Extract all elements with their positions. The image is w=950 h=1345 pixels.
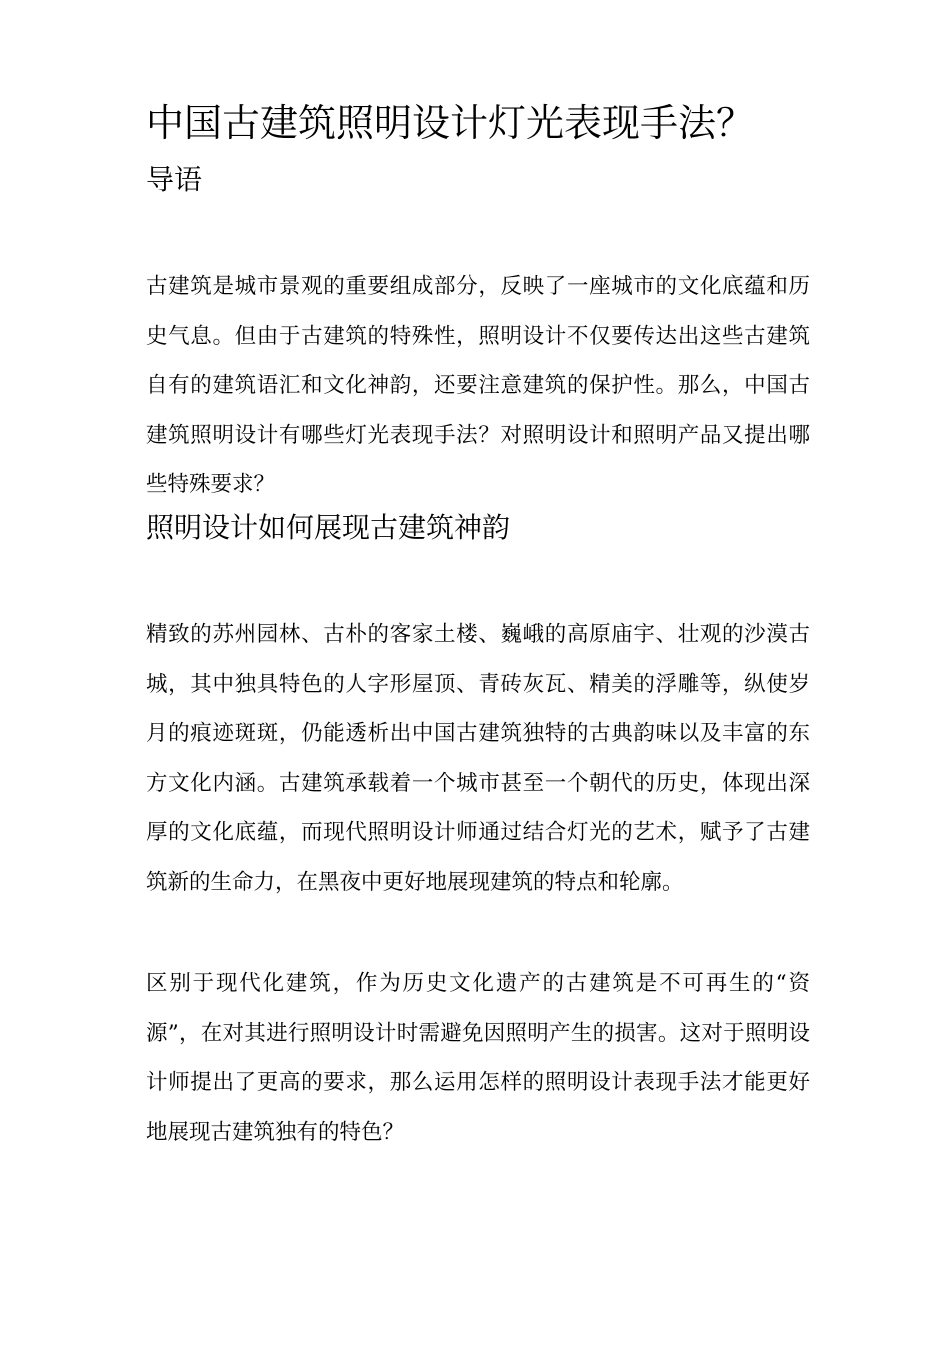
section-paragraph-1: 精致的苏州园林、古朴的客家土楼、巍峨的高原庙宇、壮观的沙漠古城，其中独具特色的人字形屋顶、青砖灰瓦、精美的浮雕等，纵使岁月的痕迹斑斑，仍能透析出中国古建筑独特的古典韵味以及丰富的东方文化内涵。古建筑承载着一个城市甚至一个朝代的历史，体现出深厚的文化底蕴，而现代照明设计师通过结合灯光的艺术，赋予了古建筑新的生命力，在黑夜中更好地展现建筑的特点和轮廓。 xyxy=(146,622,810,895)
page-subtitle: 导语 xyxy=(146,163,203,196)
section-heading: 照明设计如何展现古建筑神韵 xyxy=(146,511,511,544)
section-paragraph-2: 区别于现代化建筑，作为历史文化遗产的古建筑是不可再生的“资源”，在对其进行照明设计时需避免因照明产生的损害。这对于照明设计师提出了更高的要求，那么运用怎样的照明设计表现手法才能更好地展现古建筑独有的特色？ xyxy=(146,971,810,1145)
intro-paragraph: 古建筑是城市景观的重要组成部分，反映了一座城市的文化底蕴和历史气息。但由于古建筑的特殊性，照明设计不仅要传达出这些古建筑自有的建筑语汇和文化神韵，还要注意建筑的保护性。那么，中国古建筑照明设计有哪些灯光表现手法？对照明设计和照明产品又提出哪些特殊要求？ xyxy=(146,274,810,497)
page-title: 中国古建筑照明设计灯光表现手法？ xyxy=(146,101,755,145)
